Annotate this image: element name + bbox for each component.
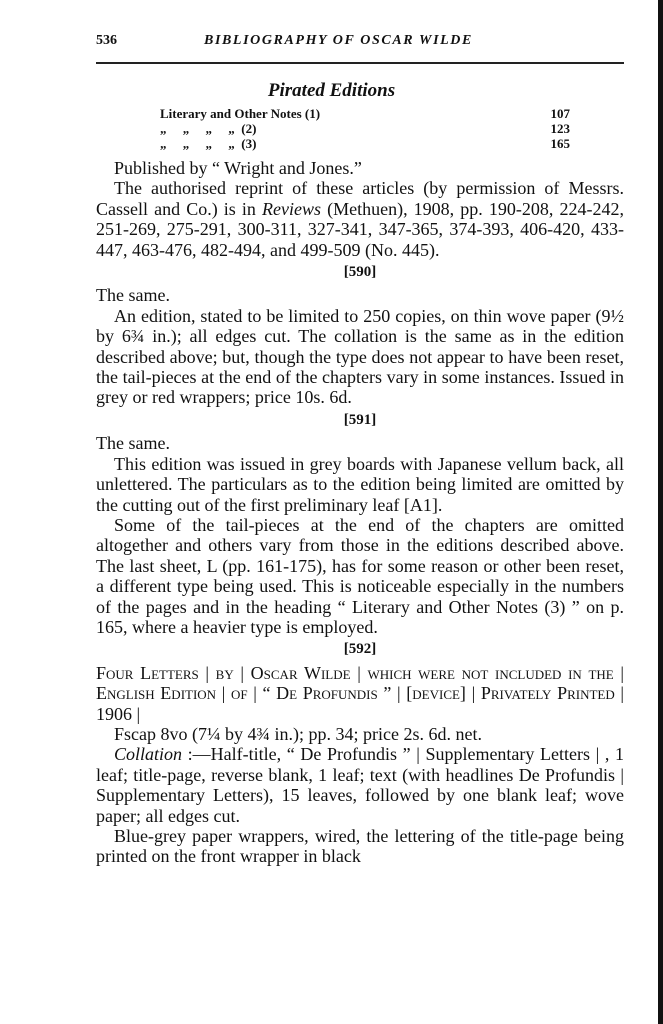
entry-592-wrappers: Blue-grey paper wrappers, wired, the lettering of the title-page being printed on the front wrapper in black (96, 826, 624, 867)
entry-590-heading: The same. (96, 285, 170, 306)
running-title: BIBLIOGRAPHY OF OSCAR WILDE (204, 33, 473, 48)
reprint-text-b: (Methuen), 1908, pp. 190-208, 224-242, 251-269, 275-291, 300-311, 327-341, 347-365, 374-393, 406-420, 433-447, 463-476, 482-494, and 499-509 (No. 445). (96, 198, 624, 260)
page-number: 536 (96, 33, 117, 48)
body-text (96, 158, 624, 867)
section-title: Pirated Editions (267, 80, 396, 101)
reprint-italic: Reviews (262, 198, 321, 219)
reprint-text-a: The authorised reprint of these articles (by permission of Messrs. Cassell and Co.) is in (96, 178, 624, 219)
reprint-paragraph (96, 178, 624, 260)
entry-number-590: [590] (343, 264, 377, 281)
entry-number-592: [592] (343, 641, 377, 658)
notes-row (160, 121, 570, 136)
notes-row-label: Literary and Other Notes (1) (160, 106, 321, 121)
header-rule (96, 62, 624, 64)
notes-row-page: 107 (550, 106, 570, 121)
entry-592-format: Fscap 8vo (7¼ by 4¾ in.); pp. 34; price 2s. 6d. net. (114, 723, 482, 744)
entry-591-text-2: Some of the tail-pieces at the end of the chapters are omitted altogether and others vary from those in the editions described above. The last sheet, L (pp. 161-175), has for some reason or other been reset, a different type being used. This is noticeable especially in the numbers of the pages and in the heading “ Literary and Other Notes (3) ” on p. 165, where a heavier type is employed. (96, 514, 624, 637)
page-edge-shadow (658, 0, 663, 1024)
notes-row-label: „ „ „ „ (2) (160, 121, 257, 136)
notes-row-page: 165 (550, 136, 570, 151)
notes-row-label: „ „ „ „ (3) (160, 136, 257, 151)
entry-592-collation (96, 744, 624, 826)
running-header (96, 33, 624, 51)
entry-number-591: [591] (343, 411, 377, 428)
entry-591-heading: The same. (96, 433, 170, 454)
collation-text: :—Half-title, “ De Profundis ” | Supplementary Letters | , 1 leaf; title-page, reverse blank, 1 leaf; text (with headlines De Profundis | Supplementary Letters), 15 leaves, followed by one blank leaf; wove paper; all edges cut. (96, 744, 624, 826)
notes-row-page: 123 (550, 121, 570, 136)
notes-row (160, 106, 570, 121)
entry-592-title: Four Letters | by | Oscar Wilde | which were not included in the | English Edition | of | “ De Profundis ” | [device] | Privately Printed | 1906 | (96, 662, 624, 724)
published-by: Published by “ Wright and Jones.” (114, 158, 362, 178)
notes-table (160, 106, 570, 151)
collation-label: Collation (114, 744, 183, 765)
entry-590-text: An edition, stated to be limited to 250 copies, on thin wove paper (9½ by 6¾ in.); all edges cut. The collation is the same as in the edition described above; but, though the type does not appear to have been reset, the tail-pieces at the end of the chapters vary in some instances. Issued in grey or red wrappers; price 10s. 6d. (96, 305, 624, 408)
notes-row (160, 136, 570, 151)
entry-591-text-1: This edition was issued in grey boards with Japanese vellum back, all unlettered. The particulars as to the edition being limited are omitted by the cutting out of the first preliminary leaf [A1]. (96, 453, 624, 515)
